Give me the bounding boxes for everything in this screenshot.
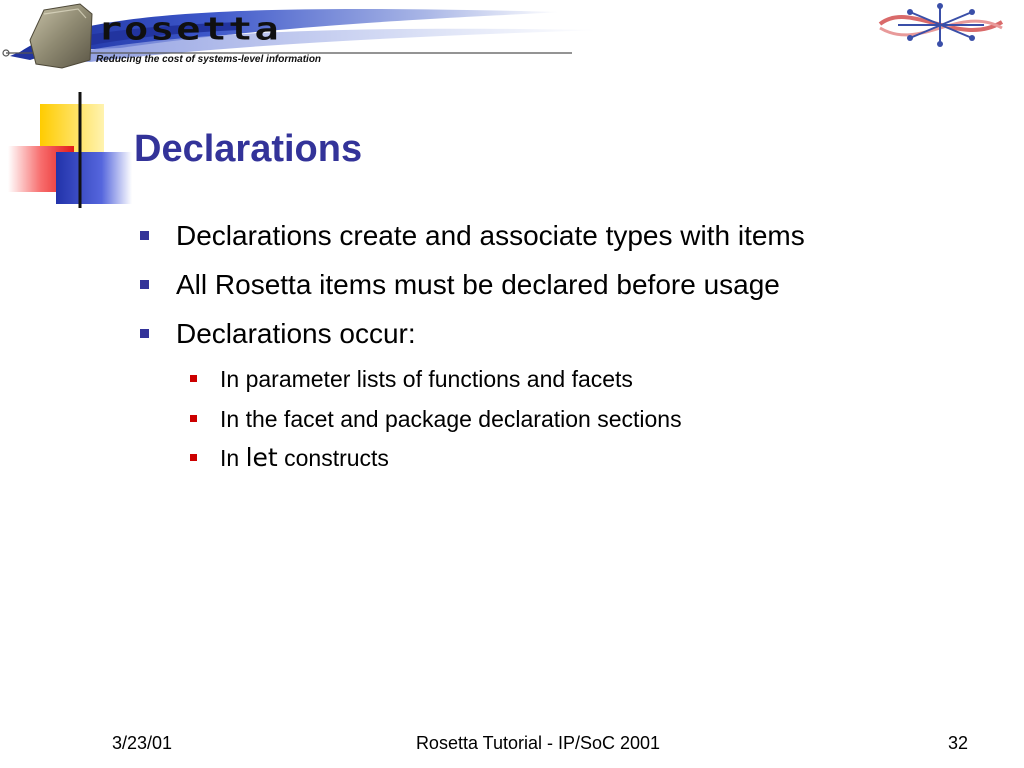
bullet-item: Declarations occur: [176,318,416,349]
page-number: 32 [947,733,968,753]
sub-bullet-prefix: In [220,445,246,471]
logo-tagline: Reducing the cost of systems-level information [96,54,322,65]
sub-bullet-item: In parameter lists of functions and facets [220,366,633,392]
footer-title: Rosetta Tutorial - IP/SoC 2001 [415,733,661,753]
bullet-item: Declarations create and associate types with items [176,220,805,251]
slide-title: Declarations [134,128,363,170]
code-keyword: let [245,443,278,472]
bullet-item: All Rosetta items must be declared before usage [176,269,780,300]
footer-date: 3/23/01 [112,733,173,753]
sub-bullet-suffix: constructs [277,445,389,471]
logo-wordmark: rosetta [98,11,281,48]
sub-bullet-item [220,444,389,472]
sub-bullet-item: In the facet and package declaration sections [220,406,682,432]
